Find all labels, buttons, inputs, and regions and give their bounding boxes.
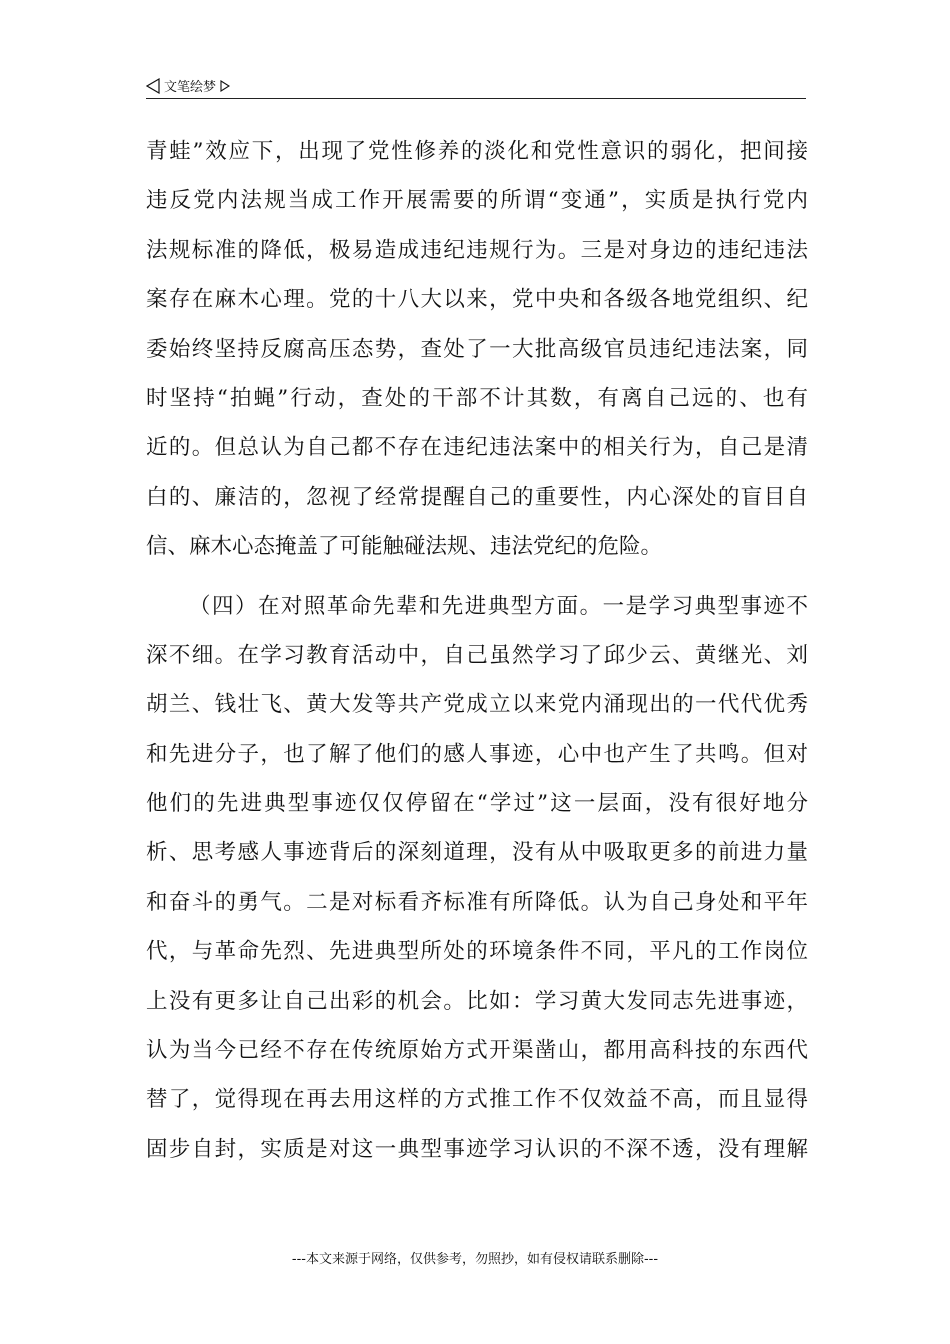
text-line: 青蛙”效应下，出现了党性修养的淡化和党性意识的弱化，把间接 [146,139,808,164]
brand-text: 文笔绘梦 [164,80,217,95]
text-line: 违反党内法规当成工作开展需要的所谓“变通”，实质是执行党内 [146,188,808,214]
paragraph-2 [146,582,808,1175]
header-brand [146,76,230,95]
text-line: 时坚持“拍蝇”行动，查处的干部不计其数，有离自己远的、也有 [146,385,808,411]
paragraph-spacer [146,572,808,582]
text-line: 委始终坚持反腐高压态势，查处了一大批高级官员违纪违法案，同 [146,336,808,362]
text-line: 白的、廉洁的，忽视了经常提醒自己的重要性，内心深处的盲目自 [146,484,808,510]
text-line: 信、麻木心态掩盖了可能触碰法规、违法党纪的危险。 [146,534,663,560]
text-line: 胡兰、钱壮飞、黄大发等共产党成立以来党内涌现出的一代代优秀 [146,692,808,718]
text-line: 案存在麻木心理。党的十八大以来，党中央和各级各地党组织、纪 [146,287,808,313]
triangle-left-icon [146,78,160,94]
text-line: 固步自封，实质是对这一典型事迹学习认识的不深不透，没有理解 [146,1136,808,1162]
page-header [146,74,806,99]
text-line: 析、思考感人事迹背后的深刻道理，没有从中吸取更多的前进力量 [146,840,808,866]
text-line: 和先进分子，也了解了他们的感人事迹，心中也产生了共鸣。但对 [146,741,808,767]
text-line: 和奋斗的勇气。二是对标看齐标准有所降低。认为自己身处和平年 [146,889,808,915]
text-line: 深不细。在学习教育活动中，自己虽然学习了邱少云、黄继光、刘 [146,642,808,668]
footer-disclaimer: ---本文来源于网络，仅供参考，勿照抄，如有侵权请联系删除--- [291,1252,659,1267]
text-line: 近的。但总认为自己都不存在违纪违法案中的相关行为，自己是清 [146,435,808,461]
text-line: 法规标准的降低，极易造成违纪违规行为。三是对身边的违纪违法 [146,237,808,263]
text-line: 认为当今已经不存在传统原始方式开渠凿山，都用高科技的东西代 [146,1038,808,1064]
text-line: （四）在对照革命先辈和先进典型方面。一是学习典型事迹不 [189,593,808,619]
text-line: 他们的先进典型事迹仅仅停留在“学过”这一层面，没有很好地分 [146,791,808,817]
text-line: 替了，觉得现在再去用这样的方式推工作不仅效益不高，而且显得 [146,1087,808,1113]
triangle-right-icon [220,80,230,92]
document-body [146,127,808,1174]
text-line: 代，与革命先烈、先进典型所处的环境条件不同，平凡的工作岗位 [146,939,808,965]
paragraph-1 [146,127,808,572]
text-line: 上没有更多让自己出彩的机会。比如：学习黄大发同志先进事迹， [146,988,808,1014]
